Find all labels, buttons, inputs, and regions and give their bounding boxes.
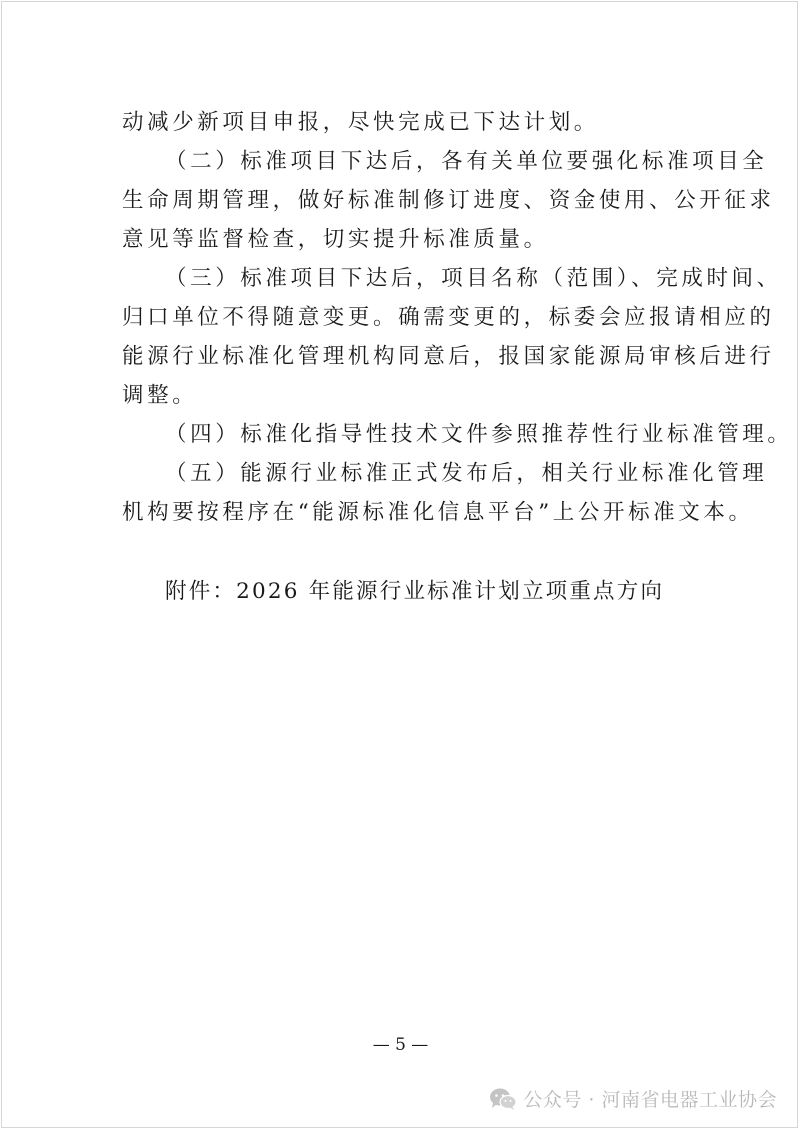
paragraph-line: 机构要按程序在“能源标准化信息平台”上公开标准文本。 xyxy=(122,500,754,525)
page-number: — 5 — xyxy=(372,1035,429,1055)
paragraph-line: 动减少新项目申报，尽快完成已下达计划。 xyxy=(122,110,599,135)
wechat-icon xyxy=(489,1087,517,1111)
paragraph-line: 调整。 xyxy=(122,383,198,408)
watermark xyxy=(489,1085,777,1112)
paragraph-line: （二）标准项目下达后，各有关单位要强化标准项目全 xyxy=(165,149,768,174)
paragraph-line: 归口单位不得随意变更。确需变更的，标委会应报请相应的 xyxy=(122,305,775,330)
attachment-line: 附件：2026 年能源行业标准计划立项重点方向 xyxy=(165,579,665,604)
paragraph-line: 生命周期管理，做好标准制修订进度、资金使用、公开征求 xyxy=(122,188,775,213)
paragraph-line: （四）标准化指导性技术文件参照推荐性行业标准管理。 xyxy=(165,422,793,447)
paragraph-line: （三）标准项目下达后，项目名称（范围）、完成时间、 xyxy=(165,266,782,291)
paragraph-line: 意见等监督检查，切实提升标准质量。 xyxy=(122,227,549,252)
paragraph-line: 能源行业标准化管理机构同意后，报国家能源局审核后进行 xyxy=(122,344,775,369)
paragraph-line: （五）能源行业标准正式发布后，相关行业标准化管理 xyxy=(165,461,768,486)
watermark-text: 公众号 · 河南省电器工业协会 xyxy=(523,1089,777,1111)
